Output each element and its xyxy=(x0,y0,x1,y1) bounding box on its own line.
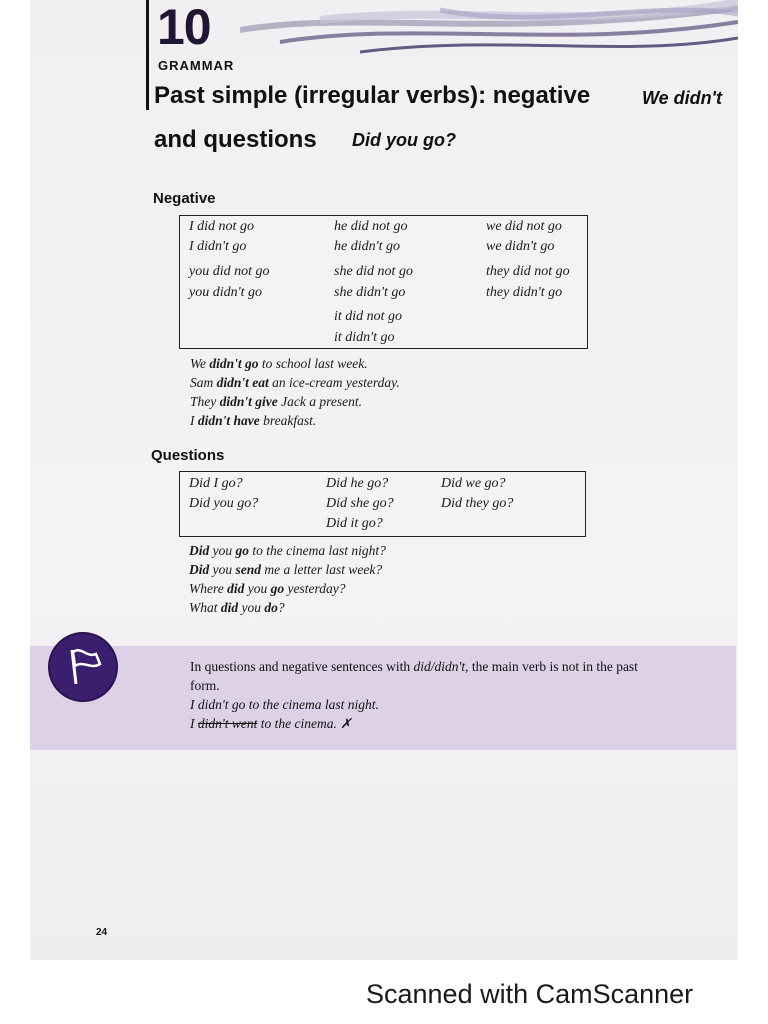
table-cell: he did not go xyxy=(334,219,408,234)
table-cell: Did you go? xyxy=(189,496,259,511)
table-cell: Did she go? xyxy=(326,496,394,511)
negative-table xyxy=(179,215,588,349)
question-example: Did you go to the cinema last night? xyxy=(189,543,386,558)
flag-icon xyxy=(50,634,116,700)
table-cell: Did he go? xyxy=(326,476,389,491)
section-label: GRAMMAR xyxy=(158,58,235,73)
title-example: Did you go? xyxy=(352,130,456,150)
unit-number: 10 xyxy=(157,0,211,55)
negative-example: We didn't go to school last week. xyxy=(190,356,368,371)
table-cell: Did it go? xyxy=(326,516,383,531)
negative-example: I didn't have breakfast. xyxy=(190,413,317,428)
table-cell: she didn't go xyxy=(334,285,406,300)
table-cell: Did I go? xyxy=(189,476,243,491)
scanner-watermark: Scanned with CamScanner xyxy=(366,979,694,1009)
note-rule-line2: form. xyxy=(190,678,220,693)
table-cell: she did not go xyxy=(334,264,413,279)
table-cell: they did not go xyxy=(486,264,570,279)
note-example-correct: I didn't go to the cinema last night. xyxy=(190,697,379,712)
table-cell: we did not go xyxy=(486,219,562,234)
table-cell: he didn't go xyxy=(334,239,400,254)
table-cell: I did not go xyxy=(189,219,254,234)
table-cell: Did we go? xyxy=(441,476,506,491)
questions-table xyxy=(179,471,586,537)
table-cell: you didn't go xyxy=(189,285,262,300)
header-banner xyxy=(240,0,738,60)
title-side-example: We didn't xyxy=(642,88,722,108)
page-number: 24 xyxy=(96,927,108,938)
negative-example: They didn't give Jack a present. xyxy=(190,394,362,409)
table-cell: it did not go xyxy=(334,309,403,324)
page-title-line2: and questions xyxy=(154,126,317,153)
question-example: Did you send me a letter last week? xyxy=(189,562,383,577)
question-example: Where did you go yesterday? xyxy=(189,581,346,596)
table-cell: we didn't go xyxy=(486,239,555,254)
note-example-wrong: I didn't went to the cinema. ✗ xyxy=(190,716,352,731)
negative-example: Sam didn't eat an ice-cream yesterday. xyxy=(190,375,400,390)
question-example: What did you do? xyxy=(189,600,285,615)
table-cell: I didn't go xyxy=(189,239,247,254)
table-cell: you did not go xyxy=(189,264,270,279)
table-cell: it didn't go xyxy=(334,330,395,345)
table-cell: they didn't go xyxy=(486,285,563,300)
negative-heading: Negative xyxy=(153,190,216,207)
note-rule-line1: In questions and negative sentences with did/didn't, the main verb is not in the past xyxy=(190,659,638,674)
page-title-line1: Past simple (irregular verbs): negative xyxy=(154,82,591,109)
header-rule xyxy=(146,0,149,110)
table-cell: Did they go? xyxy=(441,496,514,511)
questions-heading: Questions xyxy=(151,447,225,464)
